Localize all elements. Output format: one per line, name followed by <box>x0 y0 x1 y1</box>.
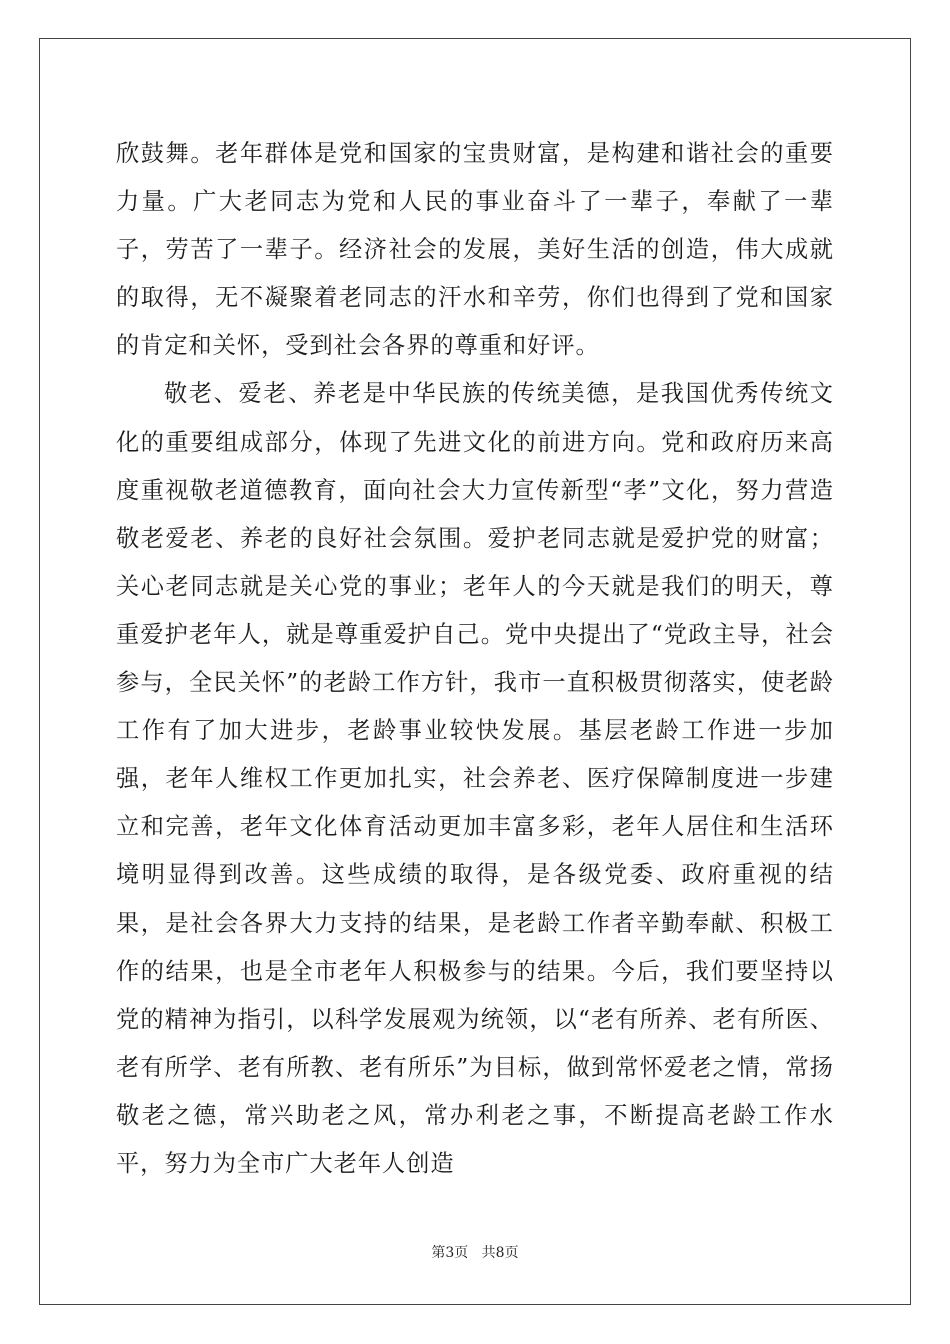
page-footer <box>0 1242 950 1262</box>
document-body <box>116 130 834 1188</box>
paragraph-2: 敬老、爱老、养老是中华民族的传统美德，是我国优秀传统文化的重要组成部分，体现了先进文化的前进方向。党和政府历来高度重视敬老道德教育，面向社会大力宣传新型“孝”文化，努力营造敬老爱老、养老的良好社会氛围。爱护老同志就是爱护党的财富；关心老同志就是关心党的事业；老年人的今天就是我们的明天，尊重爱护老年人，就是尊重爱护自己。党中央提出了“党政主导，社会参与，全民关怀”的老龄工作方针，我市一直积极贯彻落实，使老龄工作有了加大进步，老龄事业较快发展。基层老龄工作进一步加强，老年人维权工作更加扎实，社会养老、医疗保障制度进一步建立和完善，老年文化体育活动更加丰富多彩，老年人居住和生活环境明显得到改善。这些成绩的取得，是各级党委、政府重视的结果，是社会各界大力支持的结果，是老龄工作者辛勤奉献、积极工作的结果，也是全市老年人积极参与的结果。今后，我们要坚持以党的精神为指引，以科学发展观为统领，以“老有所养、老有所医、老有所学、老有所教、老有所乐”为目标，做到常怀爱老之情，常扬敬老之德，常兴助老之风，常办利老之事，不断提高老龄工作水平，努力为全市广大老年人创造 <box>116 380 834 1177</box>
page-number: 第3页 <box>431 1245 469 1261</box>
page-total: 共8页 <box>481 1245 519 1261</box>
paragraph-1: 欣鼓舞。老年群体是党和国家的宝贵财富，是构建和谐社会的重要力量。广大老同志为党和人民的事业奋斗了一辈子，奉献了一辈子，劳苦了一辈子。经济社会的发展，美好生活的创造，伟大成就的取得，无不凝聚着老同志的汗水和辛劳，你们也得到了党和国家的肯定和关怀，受到社会各界的尊重和好评。 <box>116 140 834 360</box>
